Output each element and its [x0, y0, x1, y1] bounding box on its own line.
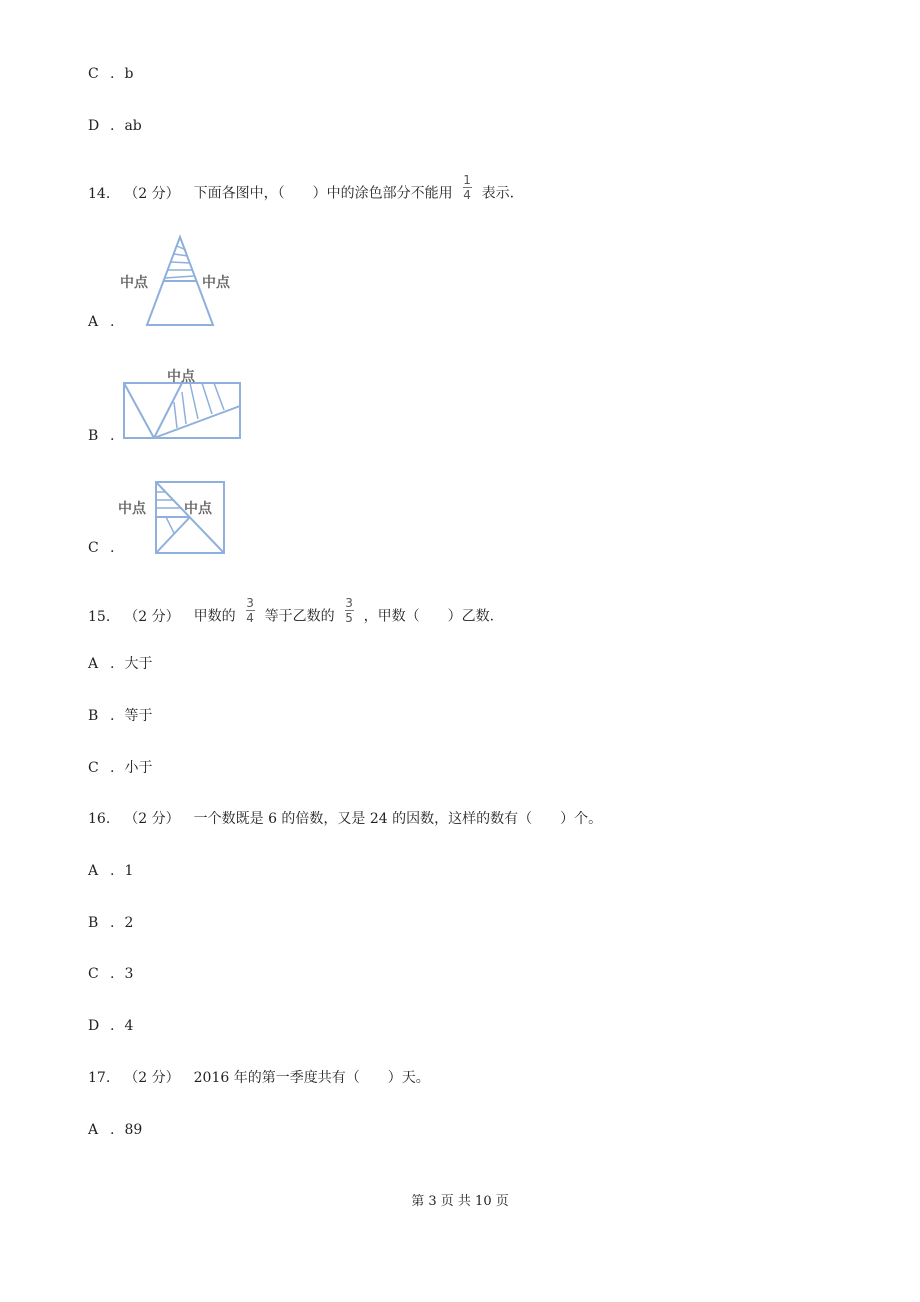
option-text: 等于 [124, 708, 153, 724]
question-text-mid: 等于乙数的 [264, 608, 335, 625]
q15-option-b[interactable]: B . 等于 [88, 708, 153, 724]
q14-figure-a-triangle [112, 232, 252, 332]
question-text: 一个数既是 6 的倍数，又是 24 的因数，这样的数有（ ）个。 [193, 811, 603, 827]
option-letter: B [88, 915, 99, 931]
option-letter: B [88, 708, 99, 724]
option-text: 大于 [124, 656, 153, 672]
q14-option-a[interactable]: A . [88, 314, 115, 330]
question-score: （2 分） [124, 811, 180, 827]
q13-option-c[interactable]: C . b [88, 66, 134, 82]
q16-option-b[interactable]: B . 2 [88, 915, 134, 931]
question-text: 2016 年的第一季度共有（ ）天。 [193, 1070, 430, 1086]
question-score: （2 分） [124, 1070, 180, 1086]
question-17 [88, 1068, 430, 1088]
midpoint-label-right: 中点 [202, 275, 230, 291]
question-15 [88, 596, 495, 630]
option-letter: C [88, 966, 99, 982]
option-text: 89 [124, 1122, 143, 1138]
question-text: 甲数的 [193, 608, 236, 625]
option-text: b [124, 66, 134, 82]
q17-option-a[interactable]: A . 89 [88, 1122, 143, 1138]
question-number: 16. [88, 811, 111, 827]
midpoint-label-left: 中点 [118, 501, 146, 517]
option-letter: B [88, 428, 99, 444]
option-letter: C [88, 760, 99, 776]
option-text: 1 [124, 863, 134, 879]
fraction-one-quarter: $\frac{1}{4}$ [463, 173, 471, 202]
question-text-end: 表示. [481, 185, 515, 202]
question-number: 15. [88, 608, 111, 625]
question-text-end: ，甲数（ ）乙数. [363, 608, 495, 625]
option-letter: D [88, 1018, 100, 1034]
midpoint-label-top: 中点 [167, 369, 195, 385]
q15-option-a[interactable]: A . 大于 [88, 656, 153, 672]
option-letter: A [88, 863, 99, 879]
option-text: 小于 [124, 760, 153, 776]
question-16 [88, 809, 602, 829]
question-14 [88, 173, 515, 207]
q14-figure-b-rectangle [112, 362, 252, 444]
fraction-three-quarters: $\frac{3}{4}$ [246, 596, 254, 625]
option-letter: A [88, 1122, 99, 1138]
q16-option-c[interactable]: C . 3 [88, 966, 134, 982]
option-text: 3 [124, 966, 134, 982]
option-text: ab [124, 118, 142, 134]
hatch-lines [156, 492, 182, 533]
option-letter: C [88, 66, 99, 82]
question-score: （2 分） [124, 608, 180, 625]
q14-option-c[interactable]: C . [88, 540, 115, 556]
rectangle-outline [124, 383, 240, 438]
q14-option-b[interactable]: B . [88, 428, 115, 444]
question-number: 17. [88, 1070, 111, 1086]
question-score: （2 分） [124, 185, 180, 202]
q15-option-c[interactable]: C . 小于 [88, 760, 153, 776]
q16-option-d[interactable]: D . 4 [88, 1018, 134, 1034]
option-letter: A [88, 314, 99, 330]
question-text: 下面各图中，（ ）中的涂色部分不能用 [193, 185, 453, 202]
option-letter: A [88, 656, 99, 672]
midpoint-label-right: 中点 [184, 501, 212, 517]
fraction-three-fifths: $\frac{3}{5}$ [345, 596, 353, 625]
question-number: 14. [88, 185, 111, 202]
page-footer: 第 3 页 共 10 页 [411, 1194, 509, 1209]
option-text: 2 [124, 915, 134, 931]
q13-option-d[interactable]: D . ab [88, 118, 142, 134]
q14-figure-c-square [112, 476, 232, 560]
q16-option-a[interactable]: A . 1 [88, 863, 134, 879]
midpoint-label-left: 中点 [120, 275, 148, 291]
option-text: 4 [124, 1018, 134, 1034]
option-letter: D [88, 118, 100, 134]
option-letter: C [88, 540, 99, 556]
